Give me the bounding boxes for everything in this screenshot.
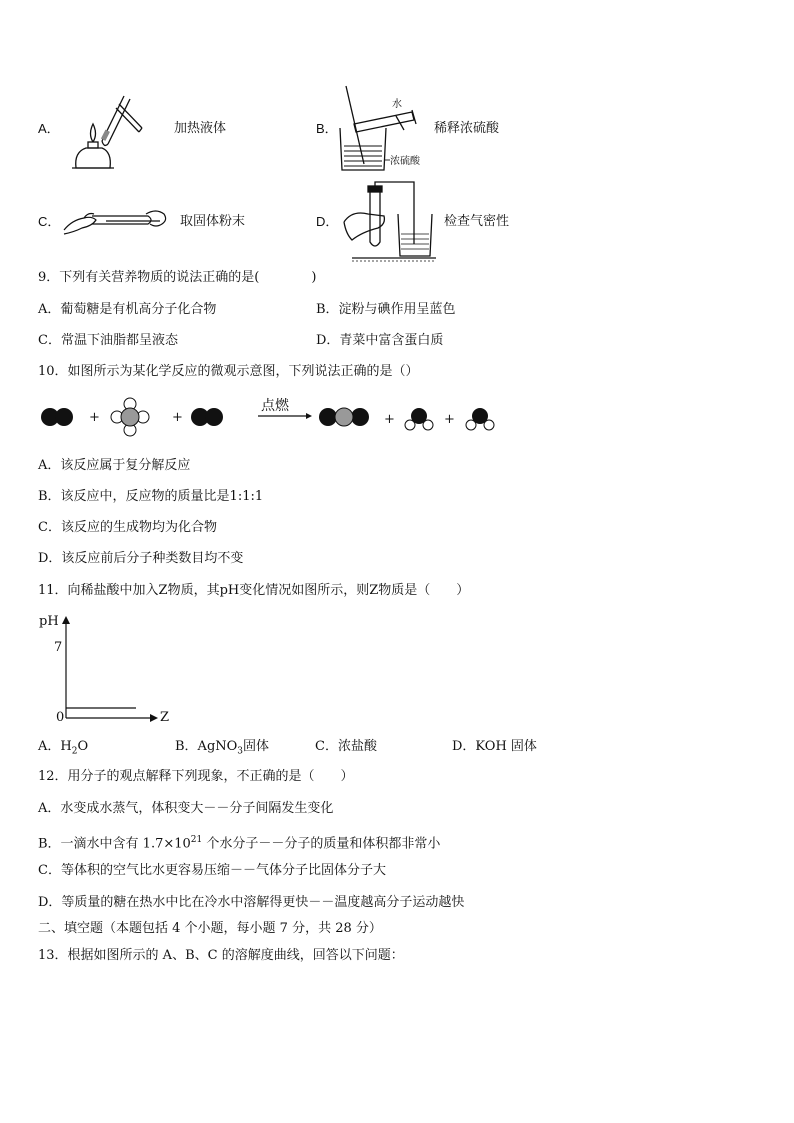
water-label: 水: [392, 99, 402, 110]
y-axis-label: pH: [39, 614, 59, 629]
check-airtightness-figure: [338, 184, 438, 262]
q8-option-a-label: 加热液体: [174, 121, 227, 136]
tick-0: 0: [56, 710, 65, 725]
q9-option-a: A．葡萄糖是有机高分子化合物: [38, 302, 217, 317]
q9-option-c: C．常温下油脂都呈液态: [38, 333, 178, 348]
q11-option-d: D．KOH 固体: [452, 739, 537, 754]
q8-option-b-letter: B．: [316, 121, 338, 136]
ignite-condition: 点燃: [261, 398, 289, 414]
q11-stem: 11．向稀盐酸中加入Z物质，其pH变化情况如图所示，则Z物质是（ ）: [38, 583, 470, 598]
q12-option-c: C．等体积的空气比水更容易压缩－－气体分子比固体分子大: [38, 863, 386, 878]
q11-option-a: A．$H_2O$: [38, 739, 89, 757]
q10-option-b: B．该反应中，反应物的质量比是1:1:1: [38, 489, 264, 504]
q9-option-d: D．青菜中富含蛋白质: [316, 333, 444, 348]
q13-stem: 13．根据如图所示的 A、B、C 的溶解度曲线，回答以下问题：: [38, 948, 404, 963]
plus-sign-4: +: [444, 412, 455, 427]
q8-option-d-letter: D．: [316, 214, 339, 229]
q10-option-c: C．该反应的生成物均为化合物: [38, 520, 217, 535]
q12-option-a: A．水变成水蒸气，体积变大－－分子间隔发生变化: [38, 801, 334, 816]
take-solid-powder-figure: [62, 204, 170, 236]
plus-sign-3: +: [384, 412, 395, 427]
q8-option-a-letter: A．: [38, 121, 60, 136]
q12-option-b: B．一滴水中含有 $1.7\times 10^{21}$ 个水分子－－分子的质量和体积都非常小: [38, 835, 441, 852]
q12-stem: 12．用分子的观点解释下列现象，不正确的是（ ）: [38, 769, 354, 784]
q8-option-b-label: 稀释浓硫酸: [434, 121, 500, 136]
tick-7: 7: [54, 640, 63, 655]
q9-stem: 9．下列有关营养物质的说法正确的是( ): [38, 270, 317, 285]
x-axis-label: Z: [160, 710, 170, 725]
q8-option-c-label: 取固体粉末: [180, 214, 246, 229]
q8-option-d-label: 检查气密性: [444, 214, 510, 229]
q10-option-d: D．该反应前后分子种类数目均不变: [38, 551, 244, 566]
section-2-title: 二、填空题（本题包括 4 个小题，每小题 7 分，共 28 分）: [38, 921, 382, 936]
q12-option-d: D．等质量的糖在热水中比在冷水中溶解得更快－－温度越高分子运动越快: [38, 895, 465, 910]
plus-sign-2: +: [172, 410, 183, 425]
q11-option-c: C．浓盐酸: [315, 739, 377, 754]
heating-liquid-figure: [64, 86, 154, 174]
q10-option-a: A．该反应属于复分解反应: [38, 458, 191, 473]
plus-sign-1: +: [89, 410, 100, 425]
q9-option-b: B．淀粉与碘作用呈蓝色: [316, 302, 456, 317]
q8-option-c-letter: C．: [38, 214, 61, 229]
sulfuric-acid-label: 浓硫酸: [390, 156, 420, 167]
q10-stem: 10．如图所示为某化学反应的微观示意图，下列说法正确的是（）: [38, 364, 419, 379]
q11-option-b: B．AgNO$_3$固体: [175, 739, 270, 757]
